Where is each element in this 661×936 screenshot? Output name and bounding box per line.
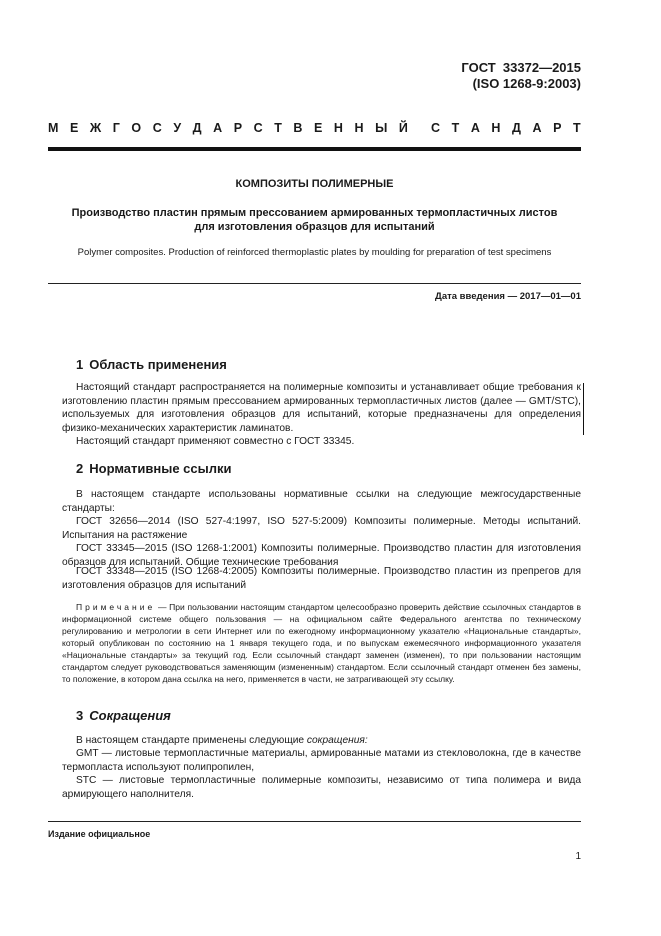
reference-3-text: ГОСТ 33348—2015 (ISO 1268-4:2005) Композиты полимерные. Производство пластин из препрегов для изготовления образцов для испытаний (62, 566, 581, 591)
section-2-heading (76, 461, 231, 476)
document-title: КОМПОЗИТЫ ПОЛИМЕРНЫЕ (235, 178, 394, 190)
subtitle-line-1: Производство пластин прямым прессованием армированных термопластичных листов (71, 207, 558, 219)
change-bar (583, 383, 584, 435)
section-2-intro-text: В настоящем стандарте использованы нормативные ссылки на следующие межгосударственные стандарты: (62, 489, 581, 514)
abbreviation-stc (62, 774, 581, 801)
note (62, 601, 581, 685)
iso-number: (ISO 1268-9:2003) (472, 76, 581, 91)
note-label: Примечание (76, 602, 156, 612)
reference-1 (62, 515, 581, 542)
section-1-paragraph-1 (62, 381, 581, 435)
interstate-letter: Н (354, 121, 364, 135)
interstate-letter: Т (274, 121, 282, 135)
interstate-letter: Е (314, 121, 323, 135)
english-title: Polymer composites. Production of reinforced thermoplastic plates by moulding for preparation of test specimens (77, 247, 552, 258)
interstate-letter: В (293, 121, 303, 135)
interstate-letter: А (213, 121, 223, 135)
section-1-number: 1 (76, 357, 84, 372)
section-3-number: 3 (76, 708, 84, 723)
section-2-title: Нормативные ссылки (89, 461, 232, 476)
effective-date: Дата введения — 2017—01—01 (435, 291, 581, 302)
interstate-letter: Т (572, 121, 581, 135)
interstate-letter: Г (112, 121, 120, 135)
interstate-letter: Д (512, 121, 521, 135)
subtitle-line-2: для изготовления образцов для испытаний (194, 221, 435, 233)
edition-label: Издание официальное (48, 829, 151, 839)
interstate-letter: Й (398, 121, 408, 135)
reference-1-text: ГОСТ 32656—2014 (ISO 527-4:1997, ISO 527-5:2009) Композиты полимерные. Методы испытаний. Испытания на растяжение (62, 516, 581, 541)
standard-number: ГОСТ 33372—2015 (461, 60, 581, 75)
section-1-p2-text: Настоящий стандарт применяют совместно с ГОСТ 33345. (76, 436, 355, 447)
section-1-p1-text: Настоящий стандарт распространяется на полимерные композиты и устанавливает общие требования к изготовлению пластин прямым прессованием армированных термопластичных листов (далее — GMT/STC), используемых для изготовления образцов для испытаний, которые предназначены для определения физико-механических характеристик ламинатов. (62, 382, 581, 434)
section-1-title: Область применения (89, 357, 227, 372)
header-thick-rule (48, 147, 581, 151)
interstate-letter: А (532, 121, 542, 135)
interstate-letter: С (253, 121, 263, 135)
section-3-intro (62, 734, 581, 748)
standard-designation (461, 60, 581, 92)
interstate-standard-heading (48, 121, 581, 135)
abbreviation-gmt-text: GMT — листовые термопластичные материалы, армированные матами из стекловолокна, где в качестве термопласта используют полипропилен, (62, 748, 581, 773)
interstate-letter: М (48, 121, 59, 135)
section-3-intro-italic: сокращения: (306, 735, 368, 746)
section-3-heading (76, 708, 171, 723)
section-2-number: 2 (76, 461, 84, 476)
interstate-letter: С (431, 121, 441, 135)
interstate-letter: О (131, 121, 142, 135)
interstate-letter: А (470, 121, 480, 135)
section-3-title: Сокращения (89, 708, 171, 723)
footer-rule (48, 821, 581, 822)
abbreviation-gmt (62, 747, 581, 774)
interstate-letter: У (173, 121, 182, 135)
abbreviation-stc-text: STC — листовые термопластичные полимерные композиты, независимо от типа полимера и вида армирующего наполнителя. (62, 775, 581, 800)
page-number: 1 (575, 851, 581, 862)
interstate-letter: Р (553, 121, 562, 135)
title-divider (48, 283, 581, 284)
interstate-letter: Н (333, 121, 343, 135)
interstate-letter: Ж (89, 121, 102, 135)
section-1-heading (76, 357, 227, 372)
section-3-intro-text: В настоящем стандарте применены следующие (76, 735, 307, 746)
document-subtitle (48, 206, 581, 234)
interstate-letter: Ы (375, 121, 388, 135)
reference-3 (62, 565, 581, 592)
section-2-intro (62, 488, 581, 515)
interstate-letter: Н (491, 121, 501, 135)
interstate-letter: Д (192, 121, 202, 135)
interstate-letter: Т (451, 121, 460, 135)
interstate-letter: Е (69, 121, 79, 135)
note-text: — При пользовании настоящим стандартом целесообразно проверить действие ссылочных стандартов в информационной системе общего пользования — на официальном сайте Федерального агентства по техническому регулированию и метрологии в сети Интернет или по ежегодному информационному указателю «Национальные стандарты», который опубликован по состоянию на 1 января текущего года, и по выпускам ежемесячного информационного указателя «Национальные стандарты» за текущий год. Если ссылочный стандарт заменен (изменен), то при пользовании настоящим стандартом следует руководствоваться заменяющим (измененным) стандартом. Если ссылочный стандарт отменен без замены, то положение, в котором дана ссылка на него, применяется в части, не затрагивающей эту ссылку. (62, 602, 581, 684)
interstate-letter: С (152, 121, 162, 135)
reference-2-text: ГОСТ 33345—2015 (ISO 1268-1:2001) Композиты полимерные. Производство пластин для изготовления образцов для испытаний. Общие технические требования (62, 543, 581, 568)
interstate-letter: Р (233, 121, 243, 135)
section-1-paragraph-2 (62, 435, 581, 449)
